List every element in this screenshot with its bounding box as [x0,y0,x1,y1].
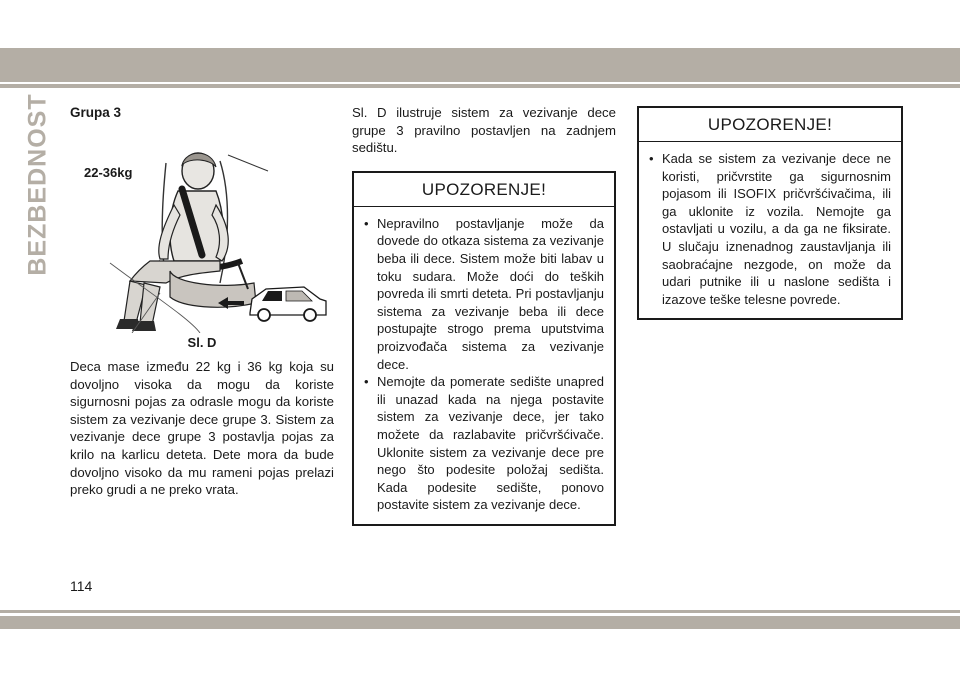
warning-list [354,207,614,514]
section-label: BEZBEDNOST [23,92,52,276]
footer-rule [0,610,960,613]
warning-box [637,106,903,320]
warning-item: • Nepravilno postavljanje može da dovede do otkaza sistema za vezivanje beba ili dece. Sistem može biti labav u toku sudara. Može doći do teških povreda ili smrti deteta. Pri postavljanju sistema za vezivanje beba ili dece postupajte strogo prema uputstvima proizvođača sistema za vezivanje dece. [364,215,604,373]
header-band [0,48,960,82]
car-icon [250,287,326,321]
footer-band [0,616,960,629]
intro-paragraph: Sl. D ilustruje sistem za vezivanje dece grupe 3 pravilno postavljen na zadnjem sedištu. [352,105,616,156]
header-rule [0,84,960,88]
weight-label: 22-36kg [84,165,133,180]
warning-item: • Kada se sistem za vezivanje dece ne koristi, pričvrstite ga sigurnosnim pojasom ili ISOFIX pričvršćivačima, ili ga uklonite iz vozila. Nemojte ga ostavljati u vozilu, a da ga ne fiksirate. U slučaju iznenadnog zaustavljanja ili saobraćajne nezgode, on može da udari putnike ili u naslone sedišta i izazove teške telesne povrede. [649,150,891,308]
figure-caption: Sl. D [187,335,217,350]
page-number: 114 [70,578,93,594]
warning-box [352,171,616,526]
section-tab [23,92,52,276]
figure-booster-seat [70,143,334,333]
left-column [70,104,334,499]
booster-seat-illustration [70,143,334,333]
warning-title: UPOZORENJE! [354,173,614,207]
warning-item: • Nemojte da pomerate sedište unapred ili unazad kada na njega postavite sistem za vezivanje dece, jer tako možete da razlabavite pričvršćivače. Uklonite sistem za vezivanje dece pre nego što podesite položaj sedišta. Kada podesite sedište, ponovo postavite sistem za vezivanje dece. [364,373,604,514]
middle-column [352,104,616,526]
warning-list [639,142,901,308]
section-heading: Grupa 3 [70,105,122,120]
warning-title: UPOZORENJE! [639,108,901,142]
right-column [637,106,903,320]
body-paragraph: Deca mase između 22 kg i 36 kg koja su dovoljno visoka da mogu da koriste sigurnosni pojas za odrasle mogu da koriste sistem za vezivanje dece grupe 3. Sistem za vezivanje dece grupe 3 postavlja pojas za krilo na karlicu deteta. Dete mora da bude dovoljno visoko da mu rameni pojas prelazi preko grudi a ne preko vrata. [70,359,334,498]
